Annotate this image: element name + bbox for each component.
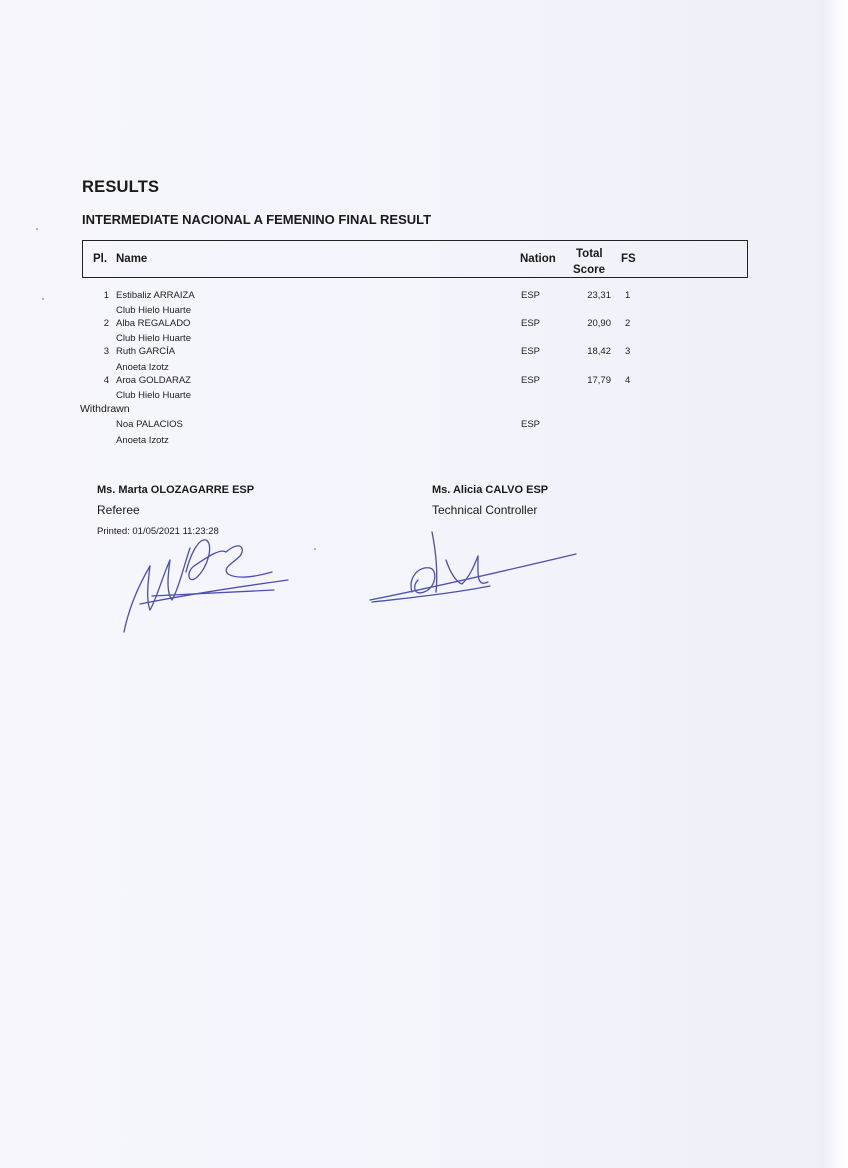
result-place: 3	[103, 346, 109, 357]
skater-nation: ESP	[521, 375, 541, 386]
fs-rank: 2	[625, 318, 631, 329]
total-score: 23,31	[587, 290, 611, 301]
skater-name: Estibaliz ARRAIZA	[116, 290, 195, 301]
skater-nation: ESP	[521, 346, 541, 357]
total-score: 17,79	[587, 375, 611, 386]
skater-club: Club Hielo Huarte	[116, 390, 191, 401]
skater-club: Club Hielo Huarte	[116, 305, 191, 316]
printed-timestamp: Printed: 01/05/2021 11:23:28	[97, 526, 219, 537]
withdrawn-label: Withdrawn	[80, 403, 130, 415]
column-header-total: Total	[576, 248, 603, 260]
skater-name: Ruth GARCÍA	[116, 346, 176, 357]
withdrawn-skater-name: Noa PALACIOS	[116, 419, 183, 430]
technical-controller-signature	[370, 532, 576, 602]
total-score: 20,90	[587, 318, 611, 329]
column-header-score: Score	[573, 264, 605, 276]
withdrawn-skater-nation: ESP	[521, 419, 541, 430]
skater-name: Alba REGALADO	[116, 318, 191, 329]
skater-name: Aroa GOLDARAZ	[116, 375, 191, 386]
results-heading: RESULTS	[82, 178, 160, 196]
column-header-place: Pl.	[93, 253, 108, 265]
referee-signature	[124, 540, 288, 632]
column-header-name: Name	[116, 253, 148, 265]
technical-controller-role: Technical Controller	[432, 503, 538, 517]
referee-name: Ms. Marta OLOZAGARRE ESP	[97, 484, 255, 496]
result-place: 4	[103, 375, 109, 386]
technical-controller-name: Ms. Alicia CALVO ESP	[432, 484, 549, 496]
skater-nation: ESP	[521, 318, 541, 329]
column-header-nation: Nation	[520, 253, 556, 265]
skater-nation: ESP	[521, 290, 541, 301]
total-score: 18,42	[587, 346, 611, 357]
result-place: 1	[103, 290, 109, 301]
fs-rank: 1	[625, 290, 631, 301]
event-title: INTERMEDIATE NACIONAL A FEMENINO FINAL RESULT	[82, 212, 432, 227]
column-header-fs: FS	[621, 253, 636, 265]
skater-club: Club Hielo Huarte	[116, 333, 191, 344]
withdrawn-skater-club: Anoeta Izotz	[116, 435, 169, 446]
fs-rank: 4	[625, 375, 631, 386]
skater-club: Anoeta Izotz	[116, 362, 169, 373]
result-place: 2	[103, 318, 109, 329]
fs-rank: 3	[625, 346, 631, 357]
referee-role: Referee	[97, 503, 140, 517]
